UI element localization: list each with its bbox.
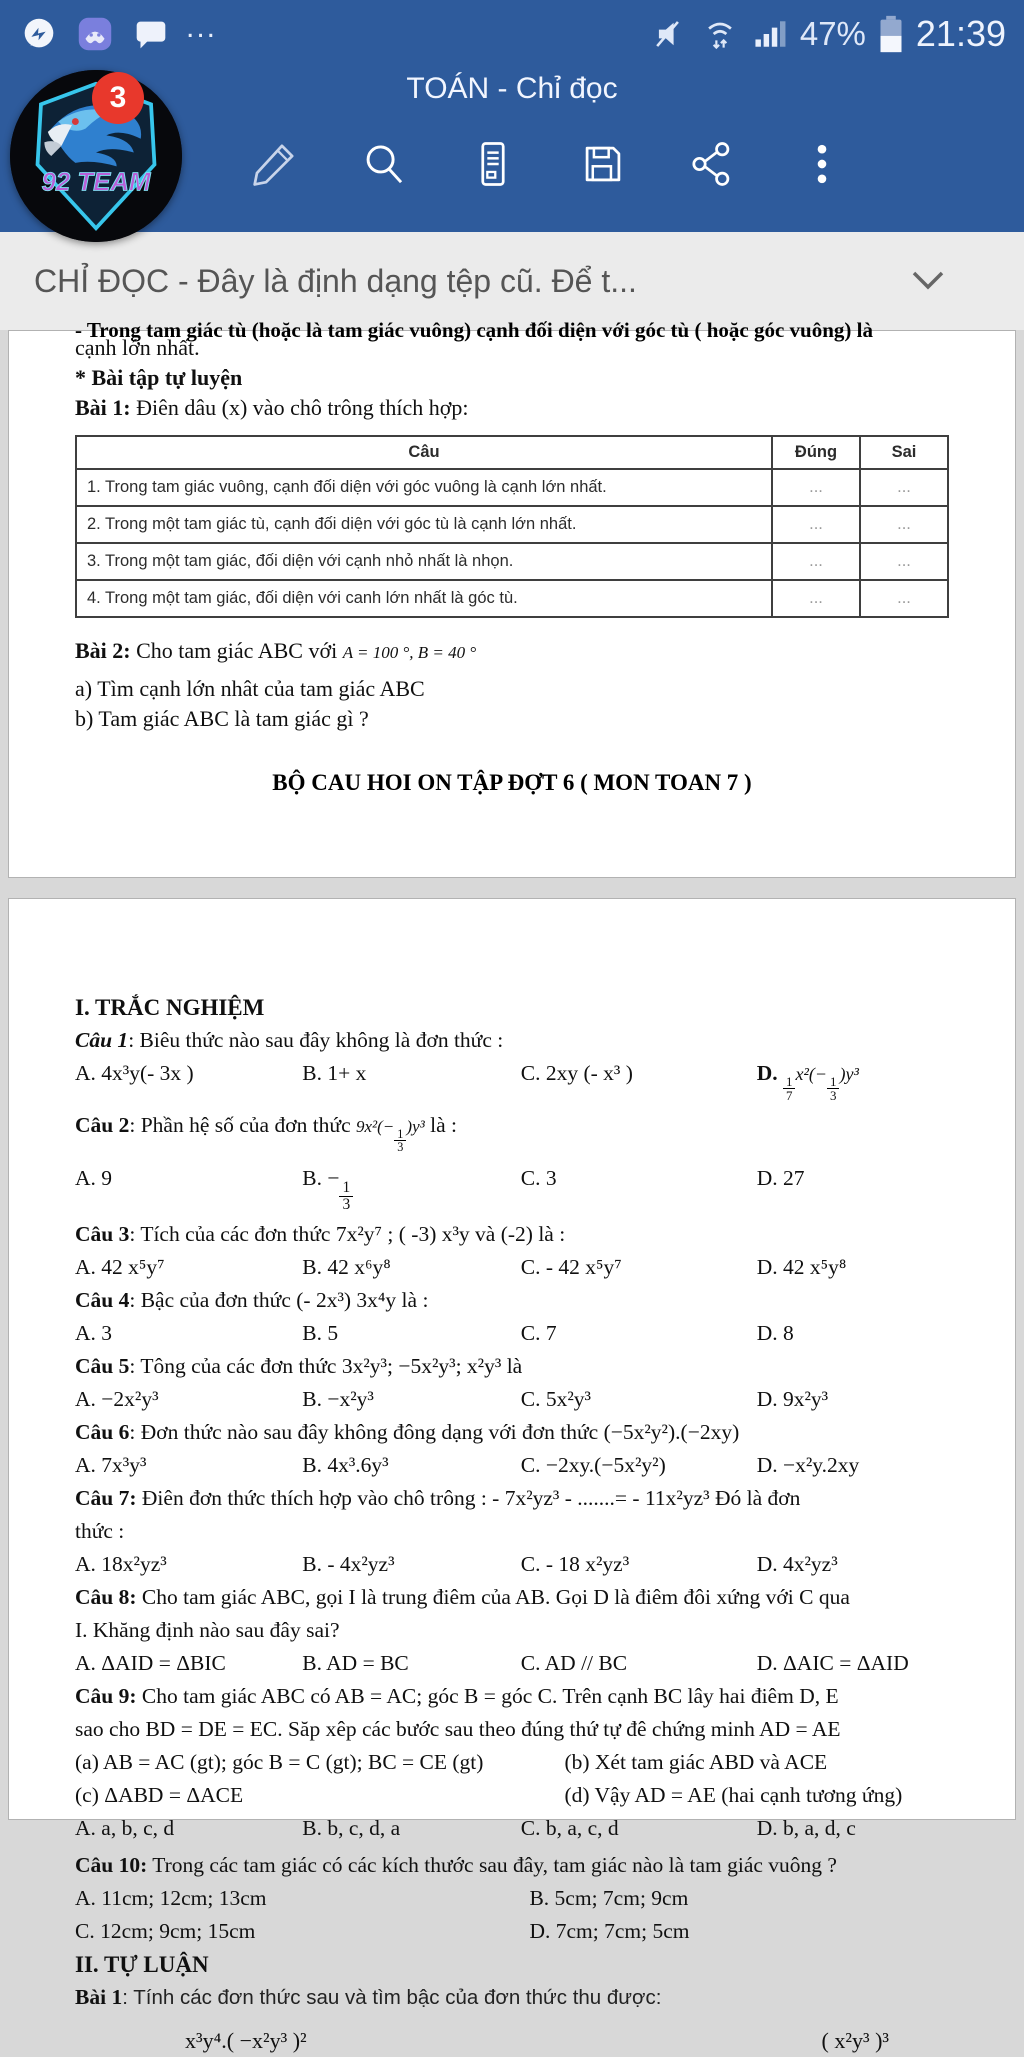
more-apps-ellipsis: ...: [186, 11, 218, 44]
q9-steps: [75, 1746, 949, 1812]
sai-cell: ...: [860, 580, 948, 617]
option-c: C. AD // BC: [520, 1650, 628, 1675]
readonly-banner-text: CHỈ ĐỌC - Đây là định dạng tệp cũ. Để t...: [34, 262, 637, 299]
option-a: A. 11cm; 12cm; 13cm: [75, 1885, 267, 1910]
option-a: A. 7x³y³: [75, 1452, 147, 1477]
fraction-numerator: 1: [827, 1075, 839, 1090]
q8-options: [75, 1647, 949, 1680]
option-b: B. 42 x⁶y⁸: [302, 1254, 391, 1279]
step-d: (d) Vậy AD = AE (hai cạnh tương ứng): [564, 1782, 903, 1807]
option-d: D. ΔAIC = ΔAID: [756, 1650, 909, 1675]
document-scroll-area[interactable]: [0, 318, 1024, 2053]
battery-icon: [876, 13, 906, 55]
tu-luan-bai1: [75, 1981, 949, 2014]
table-header-cau: Câu: [76, 436, 772, 469]
statement-cell: 4. Trong một tam giác, đối diện với canh lớn nhất là góc tù.: [76, 580, 772, 617]
document-page-2: [8, 898, 1016, 2053]
option-c: C. - 42 x⁵y⁷: [520, 1254, 622, 1279]
step-c: (c) ΔABD = ΔACE: [75, 1782, 244, 1807]
tl-bai1-label: Bài 1: [75, 1984, 123, 2009]
hotspot-wifi-icon: [700, 14, 740, 54]
q4-label: Câu 4: [75, 1287, 130, 1312]
table-header-sai: Sai: [860, 436, 948, 469]
option-a: A. a, b, c, d: [75, 1815, 175, 1840]
statement-cell: 3. Trong một tam giác, đối diện với cạnh nhỏ nhất là nhọn.: [76, 543, 772, 580]
statement-cell: 2. Trong một tam giác tù, cạnh đối diện với góc tù là cạnh lớn nhất.: [76, 506, 772, 543]
q9-stem: [75, 1680, 949, 1713]
option-d: D. b, a, d, c: [756, 1815, 856, 1840]
q2-options: [75, 1162, 949, 1213]
q5-label: Câu 5: [75, 1353, 130, 1378]
chat-bubble-icon: [130, 13, 172, 55]
q1-options: [75, 1057, 949, 1103]
bai1-text: Điên dâu (x) vào chô trông thích hợp:: [130, 395, 469, 420]
signal-icon: [750, 14, 790, 54]
option-d: [757, 1057, 949, 1103]
dung-cell: ...: [772, 580, 860, 617]
clock: 21:39: [915, 13, 1006, 54]
option-d: D. 8: [756, 1320, 794, 1345]
option-c: C. 3: [520, 1166, 557, 1191]
option-d-prefix: D.: [756, 1061, 783, 1085]
practice-heading: * Bài tập tự luyện: [75, 365, 243, 390]
app-title: TOÁN - Chỉ đọc: [406, 72, 618, 105]
q6-stem-text: : Đơn thức nào sau đây không đông dạng với đơn thức (−5x²y²).(−2xy): [129, 1419, 740, 1444]
option-a: A. ΔAID = ΔBIC: [75, 1650, 226, 1675]
option-c: C. 7: [520, 1320, 557, 1345]
option-b: B. 5cm; 7cm; 9cm: [529, 1885, 689, 1910]
option-c: C. −2xy.(−5x²y²): [520, 1452, 666, 1477]
q3-stem: [75, 1218, 949, 1251]
sai-cell: ...: [860, 469, 948, 506]
battery-percent: 47%: [799, 15, 866, 52]
q3-label: Câu 3: [75, 1221, 130, 1246]
q1-stem: [75, 1024, 949, 1057]
section-trac-nghiem: I. TRẮC NGHIỆM: [75, 995, 265, 1020]
q6-label: Câu 6: [75, 1419, 130, 1444]
toolbar: [248, 138, 848, 190]
page-gap: [0, 878, 1024, 898]
q10-stem: [75, 1849, 949, 1882]
option-b: B. - 4x²yz³: [302, 1551, 395, 1576]
sai-cell: ...: [860, 543, 948, 580]
tl-bai1-text: : Tính các đơn thức sau và tìm bậc của đơn thức thu được:: [122, 1985, 662, 2009]
save-button[interactable]: [577, 138, 629, 190]
option-a: A. 3: [75, 1320, 113, 1345]
bai1-label: Bài 1:: [75, 395, 131, 420]
q9-options: [75, 1812, 949, 1845]
q5-options: [75, 1383, 949, 1416]
chevron-down-icon[interactable]: [908, 268, 948, 294]
dung-cell: ...: [772, 506, 860, 543]
bai2-line: [75, 636, 949, 668]
option-d: D. 27: [756, 1166, 805, 1191]
table-row: [76, 543, 948, 580]
mobile-view-button[interactable]: [467, 138, 519, 190]
table-row: [76, 506, 948, 543]
q10-stem-text: Trong các tam giác có các kích thước sau đây, tam giác nào là tam giác vuông ?: [147, 1852, 837, 1877]
option-a: A. −2x²y³: [75, 1386, 159, 1411]
bai2-label: Bài 2:: [75, 638, 131, 663]
q8-label: Câu 8:: [75, 1584, 137, 1609]
q3-stem-text: : Tích của các đơn thức 7x²y⁷ ; ( -3) x³y và (-2) là :: [129, 1221, 566, 1246]
option-a: A. 4x³y(- 3x ): [75, 1061, 194, 1085]
option-b: B. 4x³.6y³: [302, 1452, 389, 1477]
document-page-1: [8, 318, 1016, 878]
fragment-left: x³y⁴.( −x²y³ )²: [185, 2027, 307, 2053]
option-d: D. 9x²y³: [756, 1386, 829, 1411]
table-row: [76, 580, 948, 617]
option-d-post: )y³: [839, 1064, 859, 1084]
q7-label: Câu 7:: [75, 1485, 137, 1510]
q4-stem-text: : Bậc của đơn thức (- 2x³) 3x⁴y là :: [129, 1287, 429, 1312]
fraction-numerator: 1: [394, 1128, 406, 1142]
fraction-numerator: 1: [783, 1075, 795, 1090]
messenger-icon: [18, 13, 60, 55]
q9-stem-line2: sao cho BD = DE = EC. Săp xêp các bước sau theo đúng thứ tự đê chứng minh AD = AE: [75, 1716, 841, 1741]
q2-stem-text: : Phần hệ số của đơn thức: [129, 1113, 356, 1138]
q1-stem-text: : Biêu thức nào sau đây không là đơn thức :: [128, 1028, 504, 1052]
q2-stem: [75, 1109, 949, 1154]
paragraph: cạnh lớn nhất.: [75, 335, 200, 360]
statement-cell: 1. Trong tam giác vuông, cạnh đối diện với góc vuông là cạnh lớn nhất.: [76, 469, 772, 506]
fraction-denominator: 7: [785, 1088, 793, 1104]
option-a: A. 18x²yz³: [75, 1551, 167, 1576]
q2-formula-pre: 9x²(−: [356, 1117, 395, 1137]
option-a: A. 42 x⁵y⁷: [75, 1254, 165, 1279]
option-b: [302, 1162, 521, 1213]
section-tu-luan: II. TỰ LUẬN: [75, 1951, 209, 1977]
q8-stem: [75, 1581, 949, 1614]
clipped-top-line: - Trong tam giác tù (hoặc là tam giác vuông) cạnh đối diện với góc tù ( hoặc góc vuông) là: [75, 318, 873, 342]
bai2-item-a: a) Tìm cạnh lớn nhât của tam giác ABC: [75, 676, 425, 701]
q3-options: [75, 1251, 949, 1284]
option-b: B. b, c, d, a: [302, 1815, 401, 1840]
dung-cell: ...: [772, 543, 860, 580]
option-c: C. - 18 x²yz³: [520, 1551, 630, 1576]
q7-stem: [75, 1482, 949, 1515]
app-header: [0, 0, 1024, 232]
option-d: D. 4x²yz³: [756, 1551, 838, 1576]
option-d-mid: x²(−: [795, 1064, 827, 1084]
q2-formula-post: )y³: [406, 1117, 425, 1137]
q5-stem: [75, 1350, 949, 1383]
fraction-denominator: 3: [342, 1196, 351, 1214]
q10-options-row1: [75, 1882, 949, 1915]
option-b-prefix: B. −: [302, 1166, 340, 1191]
option-c: C. 12cm; 9cm; 15cm: [75, 1918, 256, 1943]
option-b: B. 5: [302, 1320, 339, 1345]
fragment-right: ( x²y³ )³: [821, 2027, 889, 2053]
fraction-numerator: 1: [339, 1180, 353, 1197]
overflow-menu-button[interactable]: [796, 138, 848, 190]
step-a: (a) AB = AC (gt); góc B = C (gt); BC = CE (gt): [75, 1749, 484, 1774]
q5-stem-text: : Tông của các đơn thức 3x²y³; −5x²y³; x²y³ là: [129, 1353, 523, 1378]
sai-cell: ...: [860, 506, 948, 543]
bai2-formula: A = 100 °, B = 40 °: [342, 643, 477, 662]
bai2-text: Cho tam giác ABC với: [130, 638, 343, 663]
search-button[interactable]: [358, 138, 410, 190]
fraction-denominator: 3: [397, 1140, 404, 1155]
option-a: A. 9: [75, 1166, 113, 1191]
table-header-row: [76, 436, 948, 469]
option-b: B. 1+ x: [302, 1061, 367, 1085]
bai1-line: [75, 393, 949, 423]
q9-label: Câu 9:: [75, 1683, 137, 1708]
mute-icon: [652, 15, 690, 53]
table-row: [76, 469, 948, 506]
q6-options: [75, 1449, 949, 1482]
option-b: B. −x²y³: [302, 1386, 374, 1411]
set-heading: BỘ CAU HOI ON TẬP ĐỢT 6 ( MON TOAN 7 ): [272, 770, 752, 795]
dung-cell: ...: [772, 469, 860, 506]
status-bar: [0, 0, 1024, 56]
status-right-icons: [652, 13, 1006, 55]
status-left-icons: [18, 13, 217, 55]
option-d: D. −x²y.2xy: [756, 1452, 860, 1477]
option-b: B. AD = BC: [302, 1650, 409, 1675]
share-button[interactable]: [686, 138, 738, 190]
step-b: (b) Xét tam giác ABD và ACE: [564, 1749, 828, 1774]
q7-stem-line1: Điên đơn thức thích hợp vào chô trông : - 7x²yz³ - .......= - 11x²yz³ Đó là đơn: [136, 1485, 801, 1510]
option-d: D. 7cm; 7cm; 5cm: [529, 1918, 690, 1943]
q8-stem-line1: Cho tam giác ABC, gọi I là trung điêm của AB. Gọi D là điêm đôi xứng với C qua: [136, 1584, 850, 1609]
readonly-banner[interactable]: [0, 232, 1024, 330]
q10-label: Câu 10:: [75, 1852, 148, 1877]
option-c: C. b, a, c, d: [520, 1815, 619, 1840]
q8-stem-line2: I. Khăng định nào sau đây sai?: [75, 1617, 340, 1642]
q4-options: [75, 1317, 949, 1350]
q10-options-row2: [75, 1915, 949, 1948]
clipped-formula-fragment: [75, 2024, 949, 2053]
q7-stem-line2: thức :: [75, 1518, 125, 1543]
avatar-team-text: 92 TEAM: [41, 168, 151, 197]
option-c: C. 2xy (- x³ ): [520, 1061, 633, 1085]
notification-badge: 3: [92, 72, 144, 124]
q9-stem-line1: Cho tam giác ABC có AB = AC; góc B = góc C. Trên cạnh BC lây hai điêm D, E: [136, 1683, 839, 1708]
option-c: C. 5x²y³: [520, 1386, 591, 1411]
fraction-denominator: 3: [830, 1088, 837, 1104]
bai1-table: [75, 435, 949, 618]
edit-pencil-button[interactable]: [248, 138, 300, 190]
discord-icon: [74, 13, 116, 55]
bai2-item-b: b) Tam giác ABC là tam giác gì ?: [75, 706, 369, 731]
table-header-dung: Đúng: [772, 436, 860, 469]
q2-stem-tail: là :: [424, 1113, 457, 1138]
q2-label: Câu 2: [75, 1113, 130, 1138]
q4-stem: [75, 1284, 949, 1317]
q6-stem: [75, 1416, 949, 1449]
option-d: D. 42 x⁵y⁸: [756, 1254, 847, 1279]
q7-options: [75, 1548, 949, 1581]
q1-label: Câu 1: [75, 1028, 129, 1052]
